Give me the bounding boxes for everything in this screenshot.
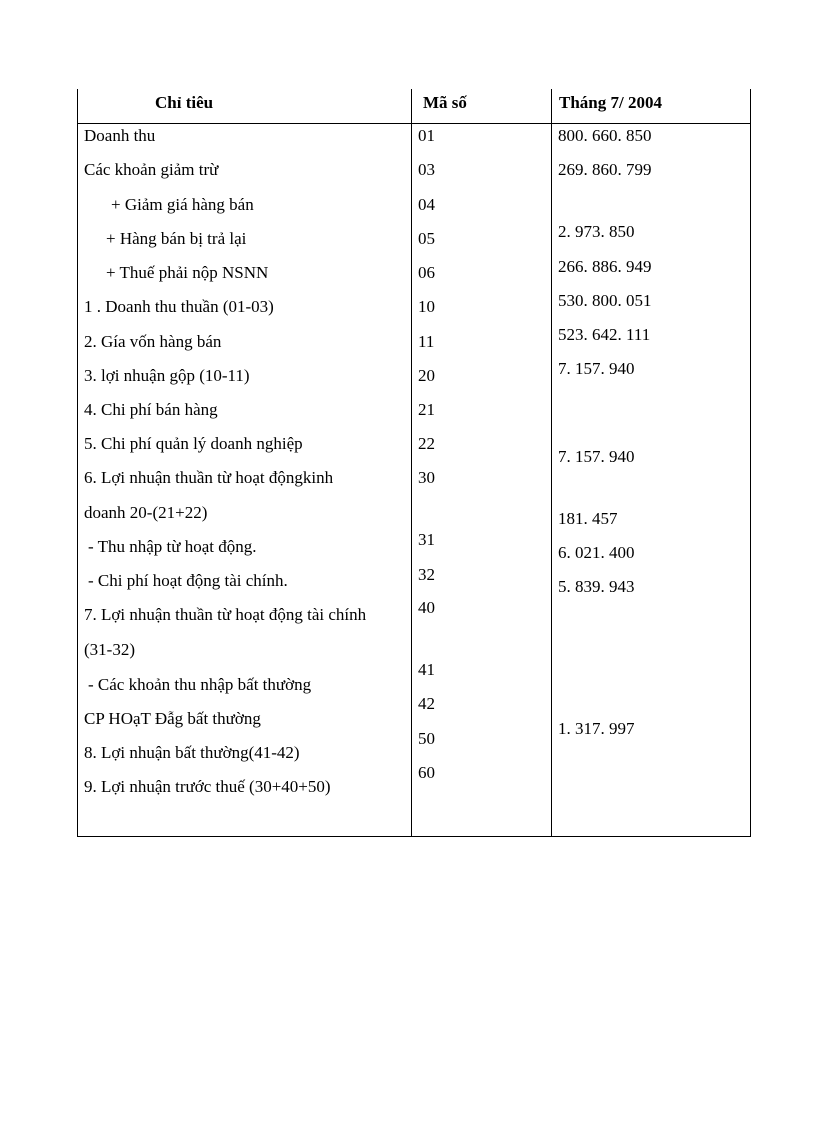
code-cell: 41 <box>418 660 435 679</box>
indicator-cell: - Chi phí hoạt động tài chính. <box>88 571 288 590</box>
indicator-cell: + Giảm giá hàng bán <box>111 195 254 214</box>
code-cell: 10 <box>418 297 435 316</box>
code-cell: 31 <box>418 530 435 549</box>
value-cell: 266. 886. 949 <box>558 257 652 276</box>
income-statement-table <box>77 89 751 837</box>
value-cell: 7. 157. 940 <box>558 447 635 466</box>
value-cell: 523. 642. 111 <box>558 325 651 344</box>
value-cell: 530. 800. 051 <box>558 291 652 310</box>
code-cell: 50 <box>418 729 435 748</box>
value-cell: 5. 839. 943 <box>558 577 635 596</box>
header-period: Tháng 7/ 2004 <box>559 93 662 112</box>
code-cell: 60 <box>418 763 435 782</box>
indicator-cell: 9. Lợi nhuận trước thuế (30+40+50) <box>84 777 331 796</box>
header-divider <box>78 123 750 124</box>
code-cell: 32 <box>418 565 435 584</box>
indicator-cell: + Hàng bán bị trả lại <box>106 229 247 248</box>
header-indicator: Chỉ tiêu <box>155 93 214 112</box>
indicator-cell: Doanh thu <box>84 126 156 145</box>
code-cell: 05 <box>418 229 435 248</box>
value-cell: 181. 457 <box>558 509 618 528</box>
column-divider <box>411 89 412 836</box>
code-cell: 42 <box>418 694 435 713</box>
code-cell: 04 <box>418 195 435 214</box>
header-code: Mã số <box>423 93 467 112</box>
code-cell: 03 <box>418 160 435 179</box>
indicator-cell: 3. lợi nhuận gộp (10-11) <box>84 366 250 385</box>
indicator-cell: 8. Lợi nhuận bất thường(41-42) <box>84 743 300 762</box>
indicator-cell: - Các khoản thu nhập bất thường <box>88 675 312 694</box>
code-cell: 06 <box>418 263 435 282</box>
value-cell: 6. 021. 400 <box>558 543 635 562</box>
indicator-cell: CP HOạT Đẫg bất thường <box>84 709 261 728</box>
indicator-cell: 4. Chi phí bán hàng <box>84 400 218 419</box>
code-cell: 21 <box>418 400 435 419</box>
code-cell: 30 <box>418 468 435 487</box>
code-cell: 01 <box>418 126 435 145</box>
indicator-cell: (31-32) <box>84 640 135 659</box>
column-divider <box>551 89 552 836</box>
indicator-cell: + Thuế phải nộp NSNN <box>106 263 269 282</box>
value-cell: 7. 157. 940 <box>558 359 635 378</box>
indicator-cell: 7. Lợi nhuận thuần từ hoạt động tài chính <box>84 605 367 624</box>
code-cell: 20 <box>418 366 435 385</box>
indicator-cell: Các khoản giảm trừ <box>84 160 219 179</box>
code-cell: 40 <box>418 598 435 617</box>
indicator-cell: 1 . Doanh thu thuần (01-03) <box>84 297 274 316</box>
indicator-cell: - Thu nhập từ hoạt động. <box>88 537 257 556</box>
indicator-cell: 2. Gía vốn hàng bán <box>84 332 222 351</box>
value-cell: 1. 317. 997 <box>558 719 635 738</box>
code-cell: 22 <box>418 434 435 453</box>
indicator-cell: 5. Chi phí quản lý doanh nghiệp <box>84 434 303 453</box>
value-cell: 800. 660. 850 <box>558 126 652 145</box>
value-cell: 2. 973. 850 <box>558 222 635 241</box>
indicator-cell: doanh 20-(21+22) <box>84 503 208 522</box>
code-cell: 11 <box>418 332 435 351</box>
indicator-cell: 6. Lợi nhuận thuần từ hoạt độngkinh <box>84 468 334 487</box>
value-cell: 269. 860. 799 <box>558 160 652 179</box>
